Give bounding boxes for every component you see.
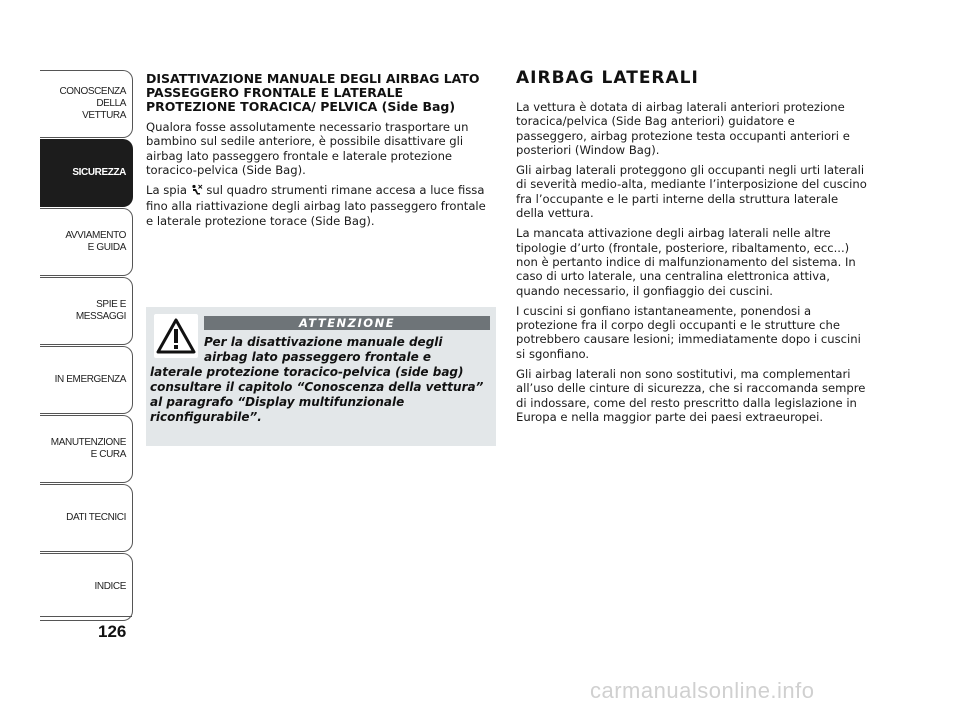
- paragraph: La mancata attivazione degli airbag laterali nelle altre tipologie d’urto (frontale, posteriore, ribaltamento, ecc...) non è pertanto indice di malfunzionamento del sistema. In caso di urto laterale, una centralina elettronica attiva, quando necessario, il gonfiaggio dei cuscini.: [516, 226, 856, 298]
- page-number-divider: [40, 616, 132, 617]
- watermark: carmanualsonline.info: [590, 678, 815, 703]
- paragraph: La vettura è dotata di airbag laterali anteriori protezione toracica/pelvica (Side Bag anteriori) guidatore e passeggero, airbag protezione testa occupanti anteriori e posteriori (Window Bag).: [516, 100, 850, 157]
- paragraph: I cuscini si gonfiano istantaneamente, ponendosi a protezione fra il corpo degli occupanti e le strutture che potrebbero causare lesioni; immediatamente dopo i cuscini si sgonfiano.: [516, 303, 861, 361]
- section-title: AIRBAG LATERALI: [516, 68, 699, 88]
- warning-line: laterale protezione toracico-pelvica (side bag) consultare il capitolo “Conoscenza della vettura” al paragrafo “Display multifunzionale riconfigurabile”.: [150, 365, 484, 424]
- paragraph-warning-light: [146, 183, 494, 228]
- paragraph: Gli airbag laterali proteggono gli occupanti negli urti laterali di severità medio-alta, mediante l’interposizione del cuscino fra l’occupante e le parti interne della struttura laterale della vettura.: [516, 163, 867, 221]
- tab-sicurezza[interactable]: SICUREZZA: [40, 139, 133, 207]
- tab-manutenzione-e-cura[interactable]: MANUTENZIONE E CURA: [40, 415, 133, 483]
- warning-box: [146, 307, 496, 446]
- tab-dati-tecnici[interactable]: DATI TECNICI: [40, 484, 133, 552]
- text-fragment: La spia: [146, 183, 191, 198]
- paragraph: Qualora fosse assolutamente necessario trasportare un bambino sul sedile anteriore, è possibile disattivare gli airbag lato passeggero frontale e laterale protezione toracico-pelvica (Side Bag).: [146, 120, 469, 177]
- right-column: [516, 68, 868, 430]
- tab-in-emergenza[interactable]: IN EMERGENZA: [40, 346, 133, 414]
- tab-conoscenza-della-vettura[interactable]: CONOSCENZA DELLA VETTURA: [40, 70, 133, 138]
- tab-indice[interactable]: INDICE: [40, 553, 133, 621]
- airbag-off-icon: [191, 184, 203, 199]
- warning-title: ATTENZIONE: [204, 316, 490, 330]
- tab-avviamento-e-guida[interactable]: AVVIAMENTO E GUIDA: [40, 208, 133, 276]
- warning-line: Per la disattivazione manuale degli: [204, 335, 443, 349]
- warning-line: airbag lato passeggero frontale e: [204, 350, 432, 364]
- tab-spie-e-messaggi[interactable]: SPIE E MESSAGGI: [40, 277, 133, 345]
- warning-text: [150, 335, 490, 425]
- chapter-sidebar: [40, 70, 133, 622]
- paragraph: Gli airbag laterali non sono sostitutivi, ma complementari all’uso delle cinture di sicurezza, che si raccomanda sempre di indossare, come del resto prescritto dalla legislazione in Europa e nella maggior parte dei paesi extraeuropei.: [516, 367, 866, 424]
- section-heading: DISATTIVAZIONE MANUALE DEGLI AIRBAG LATO PASSEGGERO FRONTALE E LATERALE PROTEZIONE TORACICA/ PELVICA (Side Bag): [146, 71, 480, 114]
- page-number: 126: [98, 622, 127, 641]
- text-fragment: sul quadro strumenti rimane accesa a luce fissa fino alla riattivazione degli airbag lato passeggero frontale e laterale protezione torace (Side Bag).: [146, 183, 486, 228]
- left-column: [146, 72, 494, 234]
